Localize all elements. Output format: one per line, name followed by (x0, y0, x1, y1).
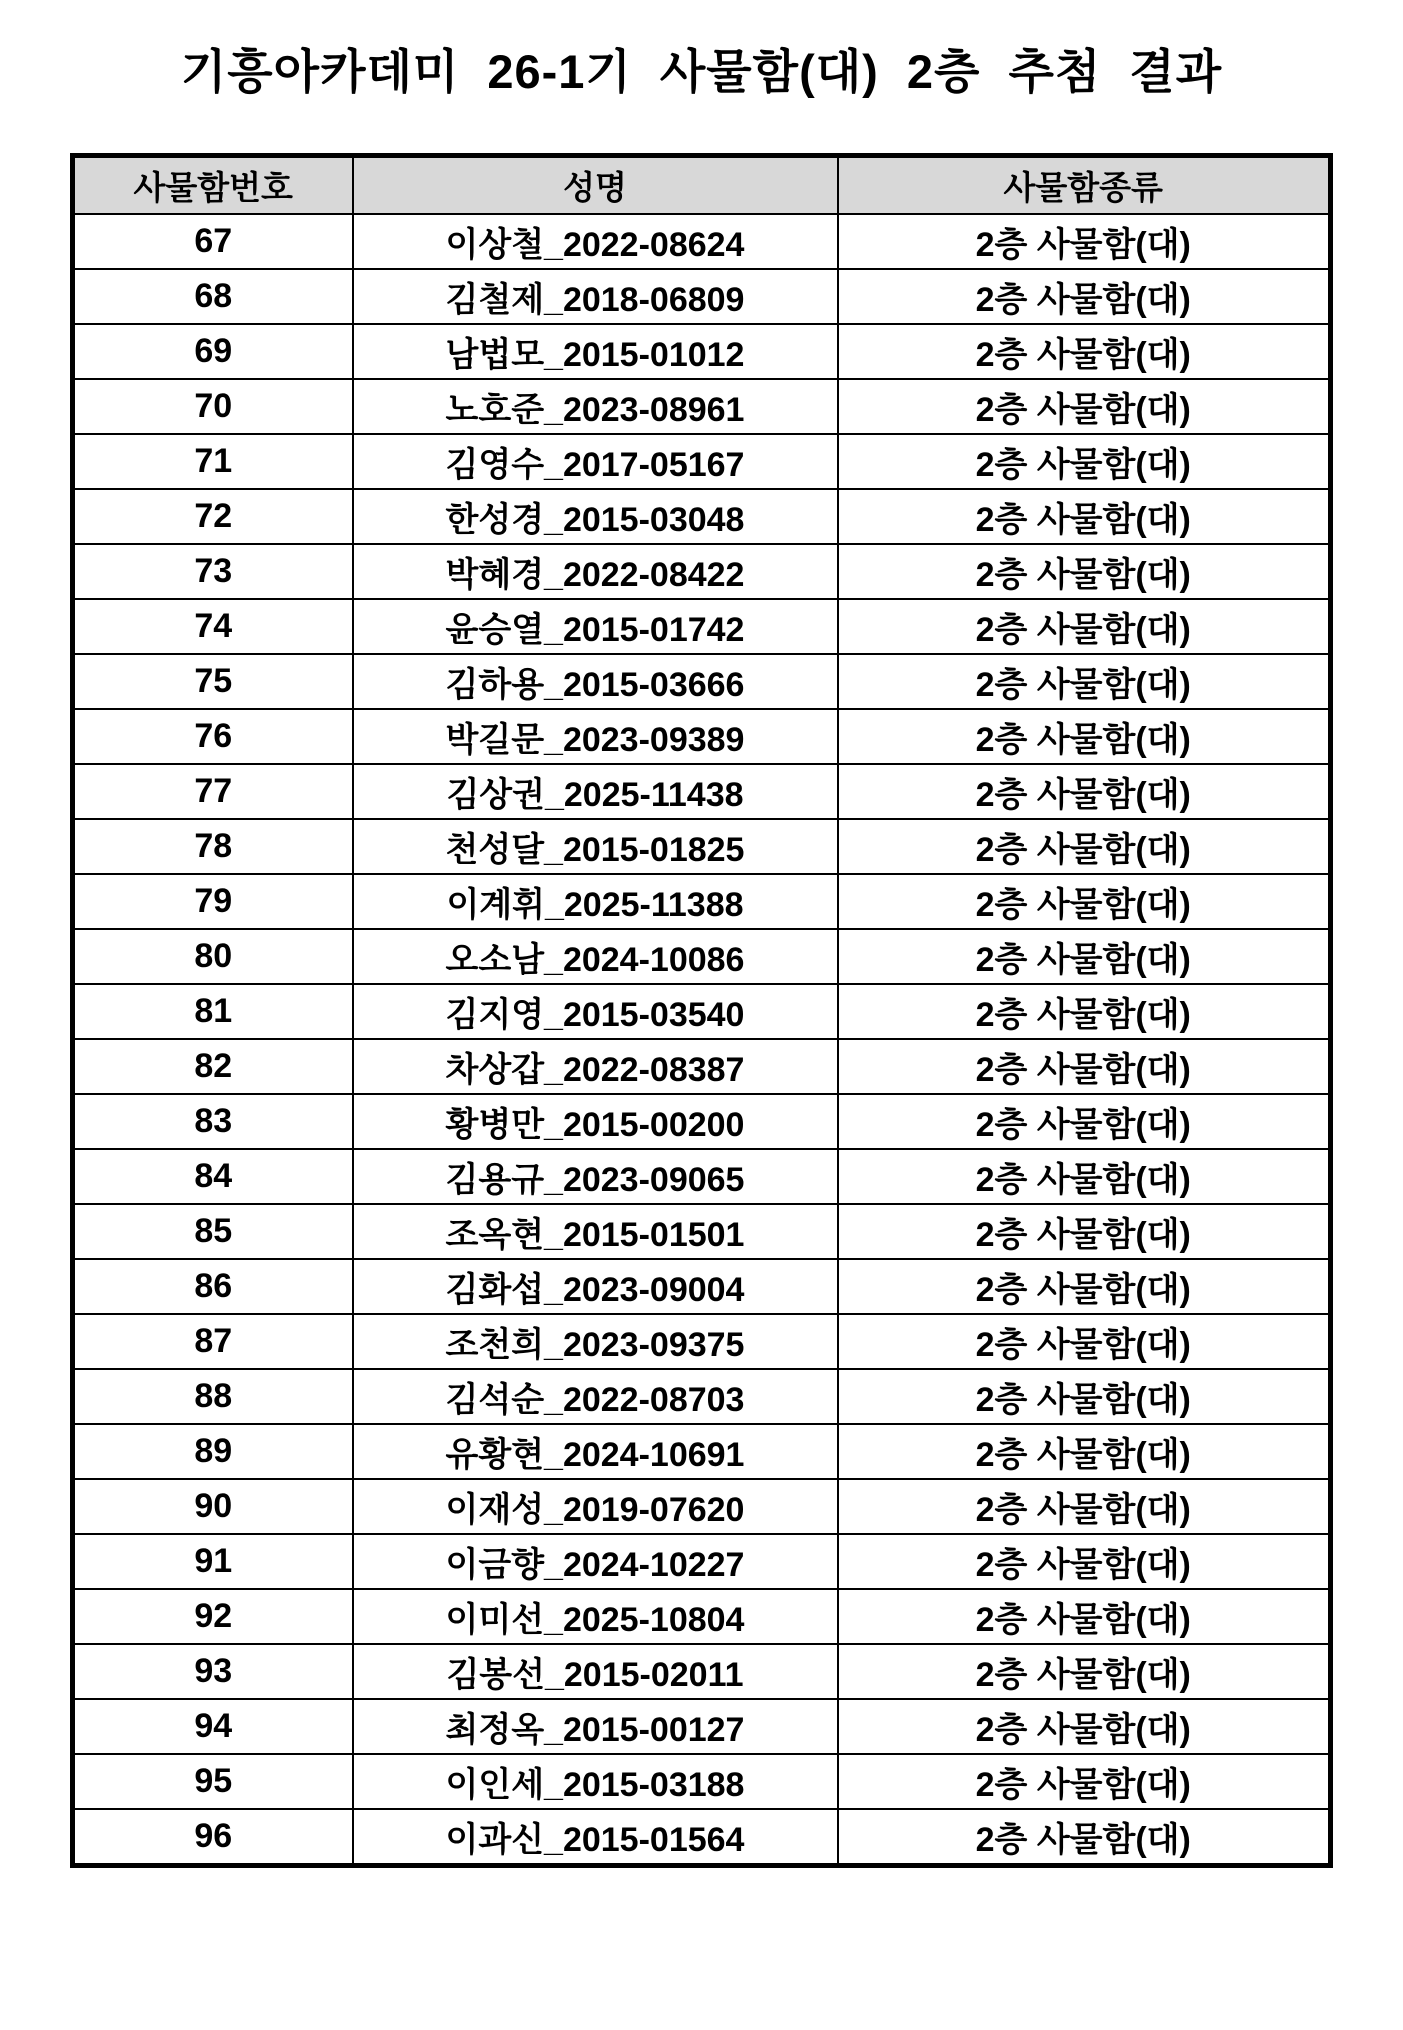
table-row (73, 1259, 1331, 1314)
table-row (73, 1094, 1331, 1149)
cell-locker-type: 2층 사물함(대) (838, 874, 1331, 929)
table-row (73, 434, 1331, 489)
page (0, 46, 1403, 2030)
cell-locker-number: 93 (73, 1644, 353, 1699)
cell-name: 이재성_2019-07620 (353, 1479, 838, 1534)
cell-locker-type: 2층 사물함(대) (838, 434, 1331, 489)
cell-locker-type: 2층 사물함(대) (838, 764, 1331, 819)
cell-name: 한성경_2015-03048 (353, 489, 838, 544)
cell-name: 이인세_2015-03188 (353, 1754, 838, 1809)
cell-locker-number: 92 (73, 1589, 353, 1644)
table-row (73, 1699, 1331, 1754)
page-title: 기흥아카데미 26-1기 사물함(대) 2층 추첨 결과 (180, 45, 1223, 98)
cell-locker-type: 2층 사물함(대) (838, 1589, 1331, 1644)
cell-locker-number: 81 (73, 984, 353, 1039)
cell-name: 오소남_2024-10086 (353, 929, 838, 984)
table-row (73, 764, 1331, 819)
cell-name: 김석순_2022-08703 (353, 1369, 838, 1424)
column-header-locker-type: 사물함종류 (838, 155, 1331, 214)
table-row (73, 489, 1331, 544)
cell-locker-type: 2층 사물함(대) (838, 489, 1331, 544)
table-row (73, 544, 1331, 599)
cell-locker-type: 2층 사물함(대) (838, 269, 1331, 324)
cell-locker-number: 86 (73, 1259, 353, 1314)
cell-name: 박길문_2023-09389 (353, 709, 838, 764)
table-row (73, 1204, 1331, 1259)
table-row (73, 1534, 1331, 1589)
cell-name: 김상권_2025-11438 (353, 764, 838, 819)
cell-name: 이미선_2025-10804 (353, 1589, 838, 1644)
cell-locker-type: 2층 사물함(대) (838, 709, 1331, 764)
table-row (73, 1809, 1331, 1866)
cell-locker-type: 2층 사물함(대) (838, 1644, 1331, 1699)
cell-locker-number: 68 (73, 269, 353, 324)
column-header-locker-number: 사물함번호 (73, 155, 353, 214)
cell-locker-type: 2층 사물함(대) (838, 1094, 1331, 1149)
cell-locker-number: 80 (73, 929, 353, 984)
cell-locker-number: 74 (73, 599, 353, 654)
cell-locker-number: 73 (73, 544, 353, 599)
cell-locker-number: 84 (73, 1149, 353, 1204)
table-row (73, 819, 1331, 874)
cell-name: 노호준_2023-08961 (353, 379, 838, 434)
cell-locker-number: 70 (73, 379, 353, 434)
cell-locker-type: 2층 사물함(대) (838, 214, 1331, 269)
cell-name: 이금향_2024-10227 (353, 1534, 838, 1589)
cell-locker-type: 2층 사물함(대) (838, 819, 1331, 874)
cell-locker-type: 2층 사물함(대) (838, 1699, 1331, 1754)
cell-name: 김화섭_2023-09004 (353, 1259, 838, 1314)
table-row (73, 269, 1331, 324)
cell-locker-number: 67 (73, 214, 353, 269)
cell-locker-type: 2층 사물함(대) (838, 1424, 1331, 1479)
cell-name: 조천희_2023-09375 (353, 1314, 838, 1369)
lottery-results-table (70, 153, 1333, 1868)
cell-name: 이상철_2022-08624 (353, 214, 838, 269)
cell-name: 최정옥_2015-00127 (353, 1699, 838, 1754)
cell-locker-number: 76 (73, 709, 353, 764)
table-row (73, 599, 1331, 654)
table-row (73, 1479, 1331, 1534)
cell-locker-number: 91 (73, 1534, 353, 1589)
cell-name: 김지영_2015-03540 (353, 984, 838, 1039)
cell-name: 남법모_2015-01012 (353, 324, 838, 379)
table-row (73, 984, 1331, 1039)
table-row (73, 214, 1331, 269)
table-row (73, 1424, 1331, 1479)
table-row (73, 1369, 1331, 1424)
table-body (73, 214, 1331, 1866)
cell-locker-number: 89 (73, 1424, 353, 1479)
cell-name: 김용규_2023-09065 (353, 1149, 838, 1204)
cell-name: 이과신_2015-01564 (353, 1809, 838, 1866)
cell-name: 천성달_2015-01825 (353, 819, 838, 874)
cell-locker-number: 82 (73, 1039, 353, 1094)
cell-locker-type: 2층 사물함(대) (838, 929, 1331, 984)
table-row (73, 1754, 1331, 1809)
table-row (73, 1644, 1331, 1699)
table-row (73, 929, 1331, 984)
cell-locker-type: 2층 사물함(대) (838, 984, 1331, 1039)
cell-name: 이계휘_2025-11388 (353, 874, 838, 929)
cell-locker-number: 94 (73, 1699, 353, 1754)
cell-locker-type: 2층 사물함(대) (838, 1479, 1331, 1534)
cell-locker-number: 90 (73, 1479, 353, 1534)
cell-locker-type: 2층 사물함(대) (838, 1534, 1331, 1589)
cell-locker-type: 2층 사물함(대) (838, 599, 1331, 654)
table-row (73, 709, 1331, 764)
cell-locker-type: 2층 사물함(대) (838, 544, 1331, 599)
cell-locker-number: 71 (73, 434, 353, 489)
column-header-name: 성명 (353, 155, 838, 214)
cell-name: 김철제_2018-06809 (353, 269, 838, 324)
cell-name: 유황현_2024-10691 (353, 1424, 838, 1479)
cell-name: 윤승열_2015-01742 (353, 599, 838, 654)
cell-locker-number: 95 (73, 1754, 353, 1809)
cell-locker-number: 78 (73, 819, 353, 874)
cell-locker-number: 85 (73, 1204, 353, 1259)
table-row (73, 1149, 1331, 1204)
cell-name: 조옥현_2015-01501 (353, 1204, 838, 1259)
cell-locker-type: 2층 사물함(대) (838, 1039, 1331, 1094)
cell-locker-type: 2층 사물함(대) (838, 654, 1331, 709)
cell-name: 김하용_2015-03666 (353, 654, 838, 709)
cell-locker-number: 88 (73, 1369, 353, 1424)
cell-locker-type: 2층 사물함(대) (838, 1809, 1331, 1866)
table-row (73, 1039, 1331, 1094)
cell-name: 황병만_2015-00200 (353, 1094, 838, 1149)
cell-name: 김영수_2017-05167 (353, 434, 838, 489)
cell-name: 김봉선_2015-02011 (353, 1644, 838, 1699)
table-row (73, 1314, 1331, 1369)
table-row (73, 874, 1331, 929)
cell-locker-number: 87 (73, 1314, 353, 1369)
cell-locker-number: 75 (73, 654, 353, 709)
cell-locker-type: 2층 사물함(대) (838, 1314, 1331, 1369)
cell-locker-number: 79 (73, 874, 353, 929)
cell-locker-number: 69 (73, 324, 353, 379)
table-row (73, 379, 1331, 434)
cell-locker-type: 2층 사물함(대) (838, 1754, 1331, 1809)
table-row (73, 1589, 1331, 1644)
table-header-row (73, 155, 1331, 214)
table-row (73, 654, 1331, 709)
cell-locker-number: 77 (73, 764, 353, 819)
cell-locker-number: 72 (73, 489, 353, 544)
cell-locker-type: 2층 사물함(대) (838, 1149, 1331, 1204)
cell-locker-type: 2층 사물함(대) (838, 324, 1331, 379)
cell-name: 차상갑_2022-08387 (353, 1039, 838, 1094)
cell-locker-type: 2층 사물함(대) (838, 1259, 1331, 1314)
cell-locker-type: 2층 사물함(대) (838, 1369, 1331, 1424)
table-row (73, 324, 1331, 379)
cell-locker-type: 2층 사물함(대) (838, 379, 1331, 434)
cell-locker-type: 2층 사물함(대) (838, 1204, 1331, 1259)
cell-locker-number: 96 (73, 1809, 353, 1866)
cell-name: 박혜경_2022-08422 (353, 544, 838, 599)
cell-locker-number: 83 (73, 1094, 353, 1149)
